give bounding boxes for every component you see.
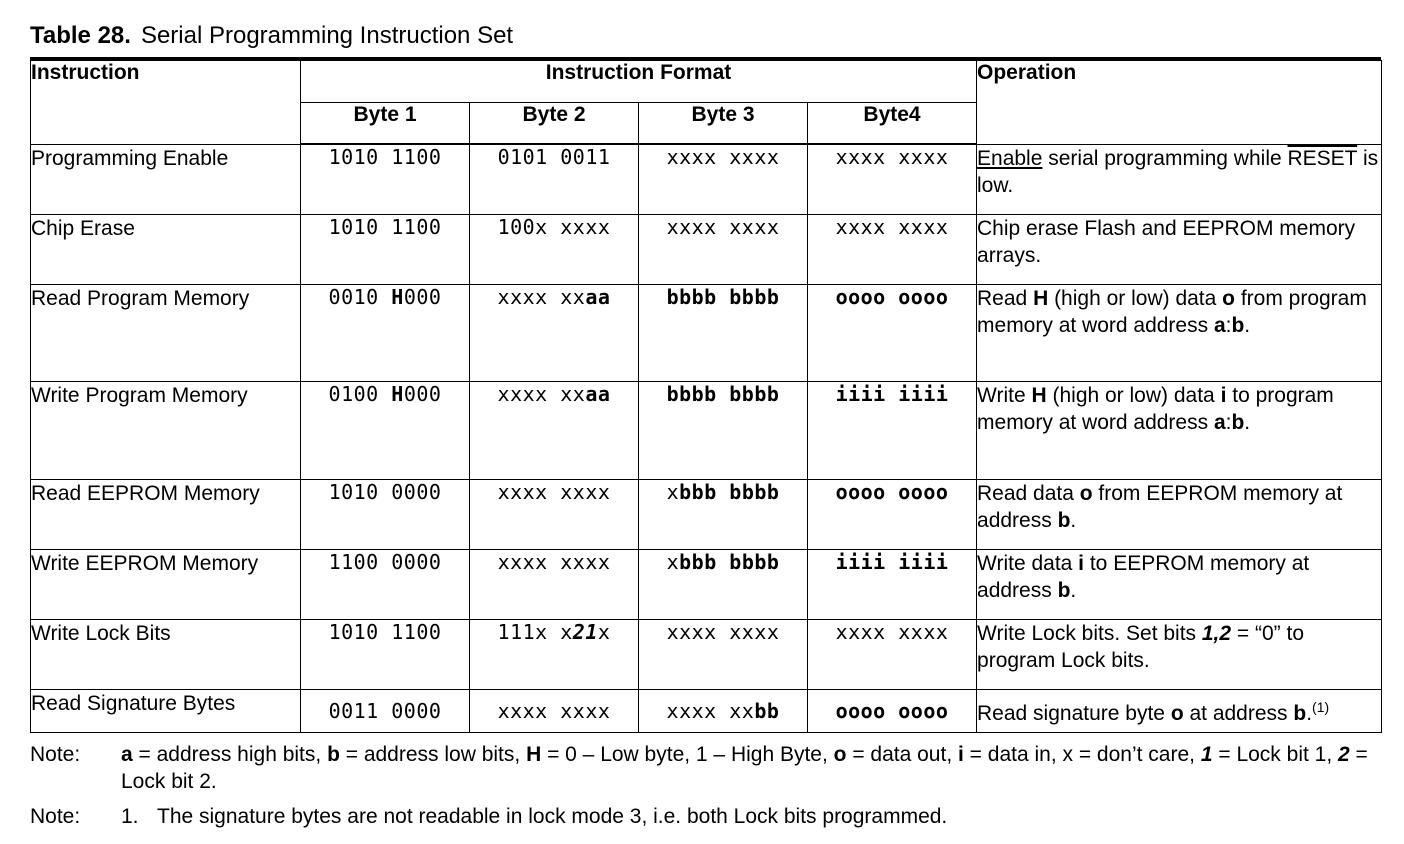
byte2-cell: xxxx xxxx	[470, 479, 639, 549]
instruction-cell: Write Program Memory	[31, 381, 301, 479]
operation-cell: Enable serial programming while RESET is low.	[977, 144, 1382, 214]
byte4-column-header: Byte4	[808, 103, 977, 145]
note-footnote	[30, 803, 1381, 831]
byte3-cell: xxxx xxxx	[639, 214, 808, 284]
byte3-cell: bbbb bbbb	[639, 381, 808, 479]
instruction-cell: Programming Enable	[31, 144, 301, 214]
byte3-cell: xbbb bbbb	[639, 479, 808, 549]
instruction-cell: Read Program Memory	[31, 284, 301, 381]
note-legend	[30, 741, 1381, 797]
byte1-column-header: Byte 1	[301, 103, 470, 145]
instruction-column-header: Instruction	[31, 61, 301, 145]
table-title: Serial Programming Instruction Set	[140, 22, 514, 49]
footnote-text: The signature bytes are not readable in lock mode 3, i.e. both Lock bits programmed.	[157, 805, 948, 828]
operation-cell: Write data i to EEPROM memory at address b.	[977, 549, 1382, 619]
instruction-cell: Write Lock Bits	[31, 619, 301, 689]
table-row	[31, 689, 1382, 732]
header-row-1	[31, 61, 1382, 103]
table-caption	[30, 22, 513, 50]
instruction-cell: Write EEPROM Memory	[31, 549, 301, 619]
byte4-cell: iiii iiii	[808, 381, 977, 479]
byte3-cell: bbbb bbbb	[639, 284, 808, 381]
instruction-cell: Read Signature Bytes	[31, 689, 301, 732]
byte2-cell: xxxx xxaa	[470, 381, 639, 479]
byte1-cell: 0010 H000	[301, 284, 470, 381]
byte2-cell: 111x x21x	[470, 619, 639, 689]
footnote-number: 1.	[121, 805, 139, 828]
instruction-cell: Read EEPROM Memory	[31, 479, 301, 549]
note-text	[121, 803, 1383, 830]
byte1-cell: 1010 1100	[301, 619, 470, 689]
note-label: Note:	[30, 743, 81, 766]
table-row	[31, 144, 1382, 214]
byte1-cell: 0100 H000	[301, 381, 470, 479]
operation-cell: Write Lock bits. Set bits 1,2 = “0” to program Lock bits.	[977, 619, 1382, 689]
byte1-cell: 0011 0000	[301, 689, 470, 732]
operation-cell: Write H (high or low) data i to program memory at word address a:b.	[977, 381, 1382, 479]
instruction-set-table	[30, 60, 1382, 733]
operation-cell: Read signature byte o at address b.$^{(1)}$	[977, 689, 1382, 732]
instruction-format-header: Instruction Format	[301, 61, 977, 103]
operation-cell: Read data o from EEPROM memory at address b.	[977, 479, 1382, 549]
note-label: Note:	[30, 805, 81, 828]
byte2-column-header: Byte 2	[470, 103, 639, 145]
byte1-cell: 1010 1100	[301, 144, 470, 214]
byte1-cell: 1100 0000	[301, 549, 470, 619]
byte1-cell: 1010 0000	[301, 479, 470, 549]
byte3-cell: xxxx xxbb	[639, 689, 808, 732]
instruction-cell: Chip Erase	[31, 214, 301, 284]
byte2-cell: xxxx xxxx	[470, 549, 639, 619]
byte2-cell: 100x xxxx	[470, 214, 639, 284]
table-row	[31, 284, 1382, 381]
byte3-column-header: Byte 3	[639, 103, 808, 145]
byte2-cell: xxxx xxaa	[470, 284, 639, 381]
table-row	[31, 619, 1382, 689]
byte2-cell: xxxx xxxx	[470, 689, 639, 732]
byte4-cell: oooo oooo	[808, 284, 977, 381]
note-text: a = address high bits, b = address low bits, H = 0 – Low byte, 1 – High Byte, o = data out, i = data in, x = don’t care, 1 = Lock bit 1, 2 = Lock bit 2.	[121, 743, 1368, 793]
byte3-cell: xxxx xxxx	[639, 144, 808, 214]
byte1-cell: 1010 1100	[301, 214, 470, 284]
operation-cell: Chip erase Flash and EEPROM memory arrays.	[977, 214, 1382, 284]
operation-cell: Read H (high or low) data o from program memory at word address a:b.	[977, 284, 1382, 381]
table-row	[31, 479, 1382, 549]
byte3-cell: xxxx xxxx	[639, 619, 808, 689]
operation-column-header: Operation	[977, 61, 1382, 145]
byte4-cell: xxxx xxxx	[808, 214, 977, 284]
table-number: Table 28.	[30, 22, 131, 49]
table-row	[31, 214, 1382, 284]
byte4-cell: oooo oooo	[808, 479, 977, 549]
table-row	[31, 381, 1382, 479]
table-row	[31, 549, 1382, 619]
byte4-cell: oooo oooo	[808, 689, 977, 732]
byte4-cell: iiii iiii	[808, 549, 977, 619]
byte2-cell: 0101 0011	[470, 144, 639, 214]
byte4-cell: xxxx xxxx	[808, 144, 977, 214]
byte3-cell: xbbb bbbb	[639, 549, 808, 619]
byte4-cell: xxxx xxxx	[808, 619, 977, 689]
